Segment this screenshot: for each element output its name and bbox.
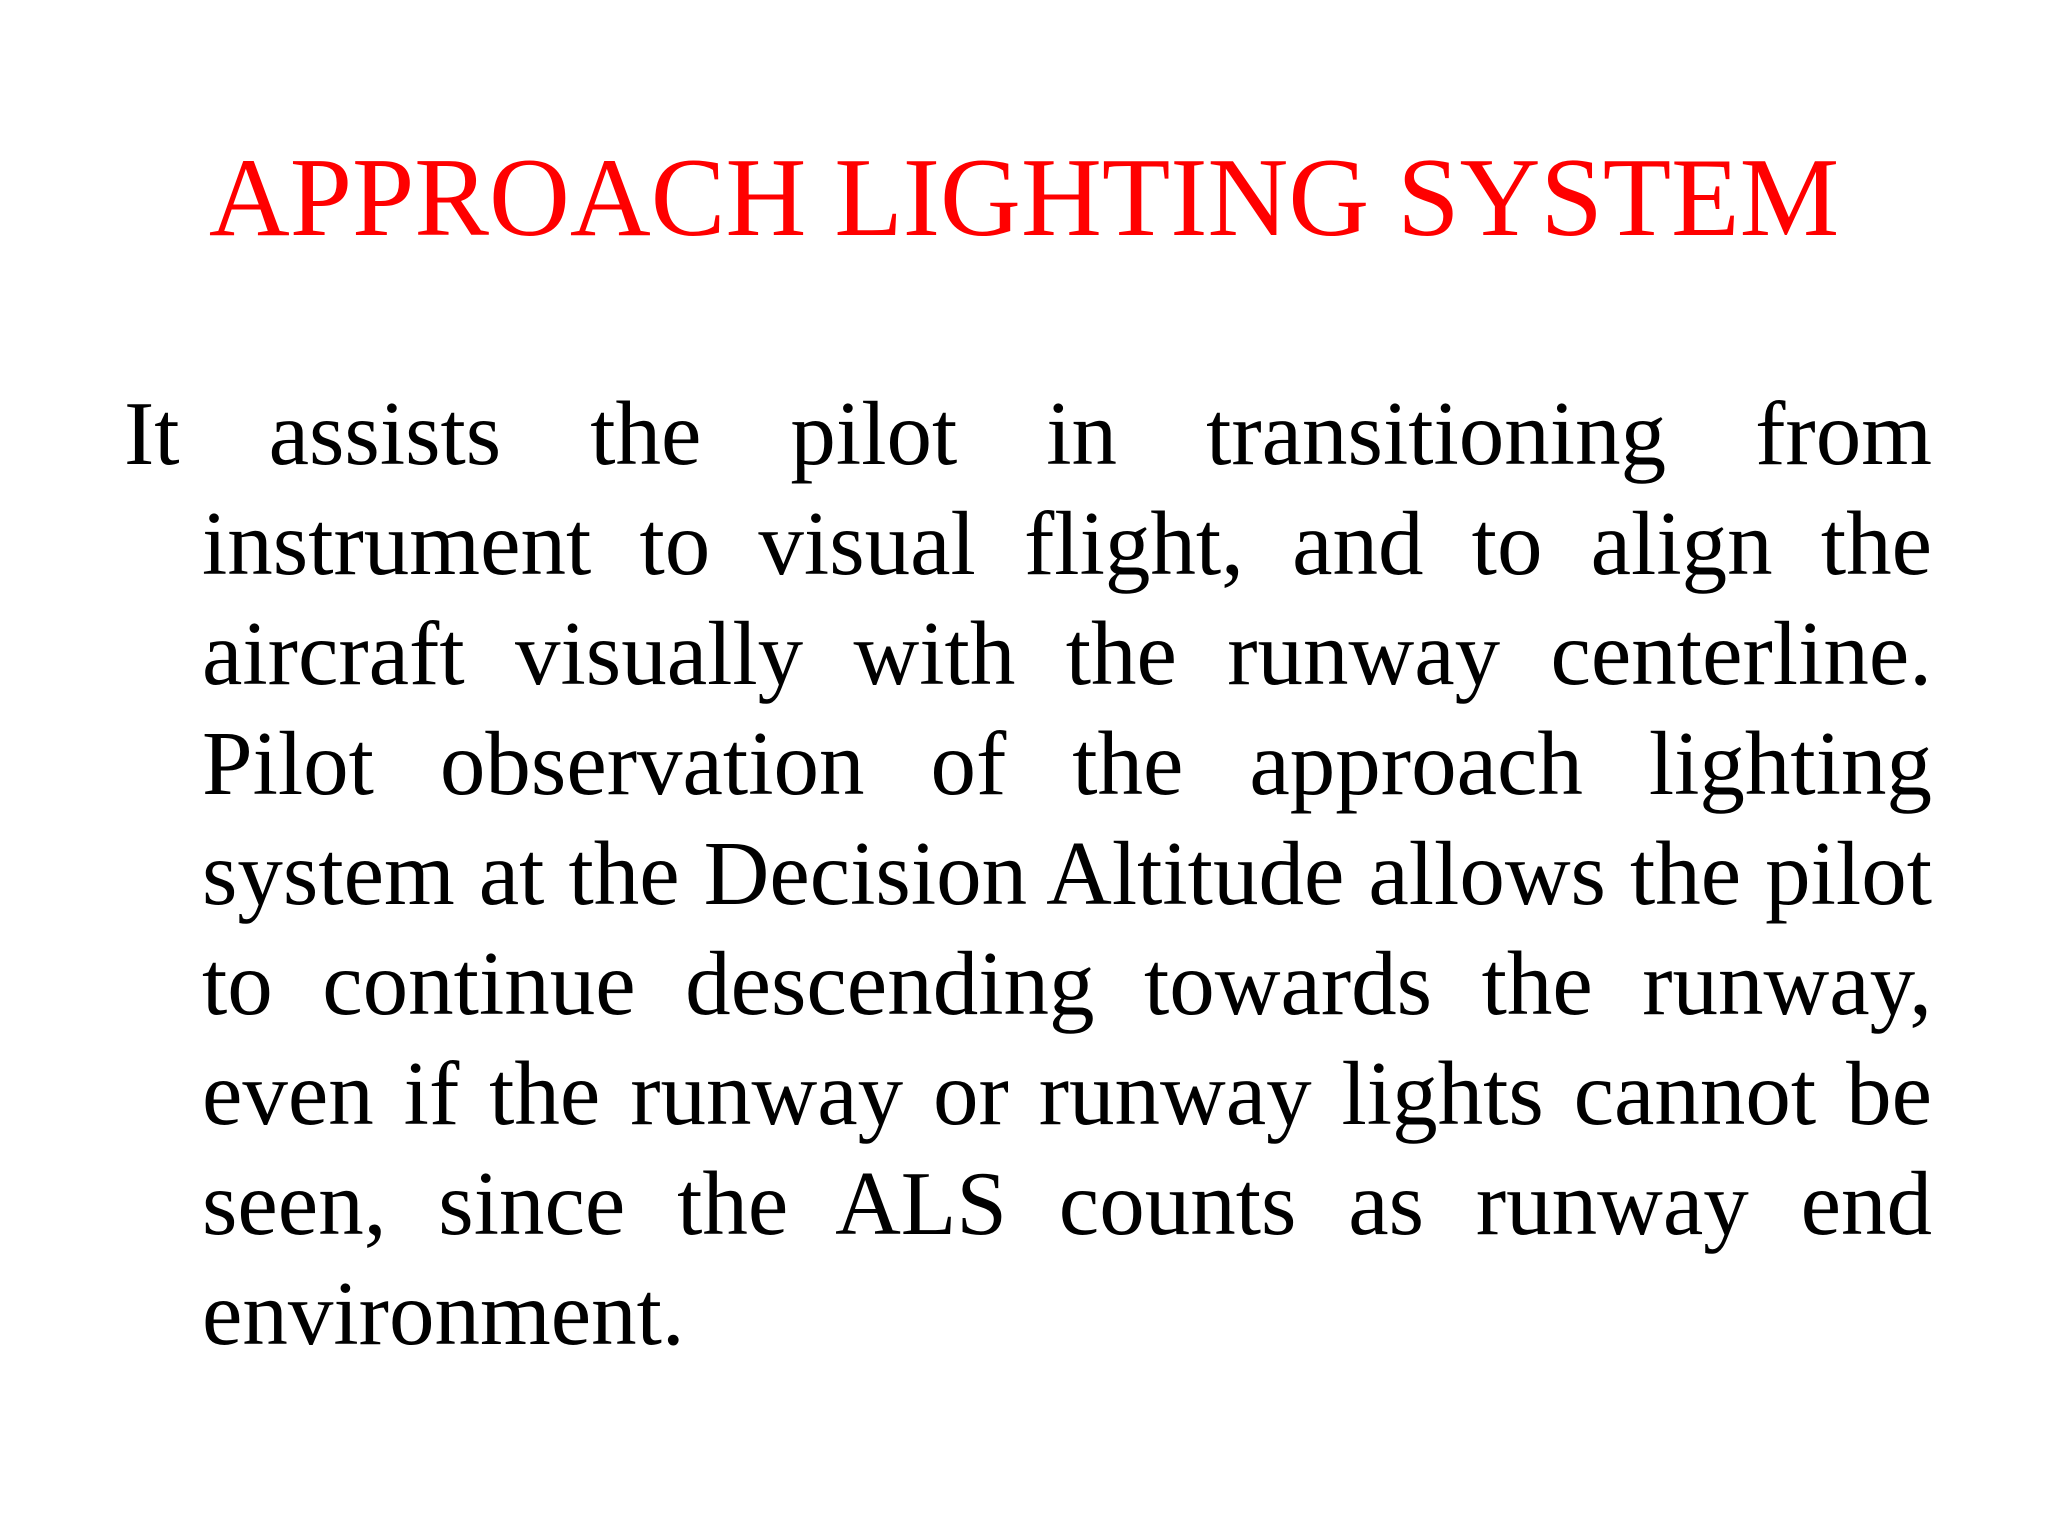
slide-body-text: It assists the pilot in transitioning from instrument to visual flight, and to align the aircraft visually with the runway centerline. Pilot observation of the approach lighting system at the Decision Altitude allows the pilot to continue descending towards the runway, even if the runway or runway lights cannot be seen, since the ALS counts as runway end environment. — [124, 383, 1932, 1364]
slide-title: APPROACH LIGHTING SYSTEM — [208, 136, 1840, 260]
